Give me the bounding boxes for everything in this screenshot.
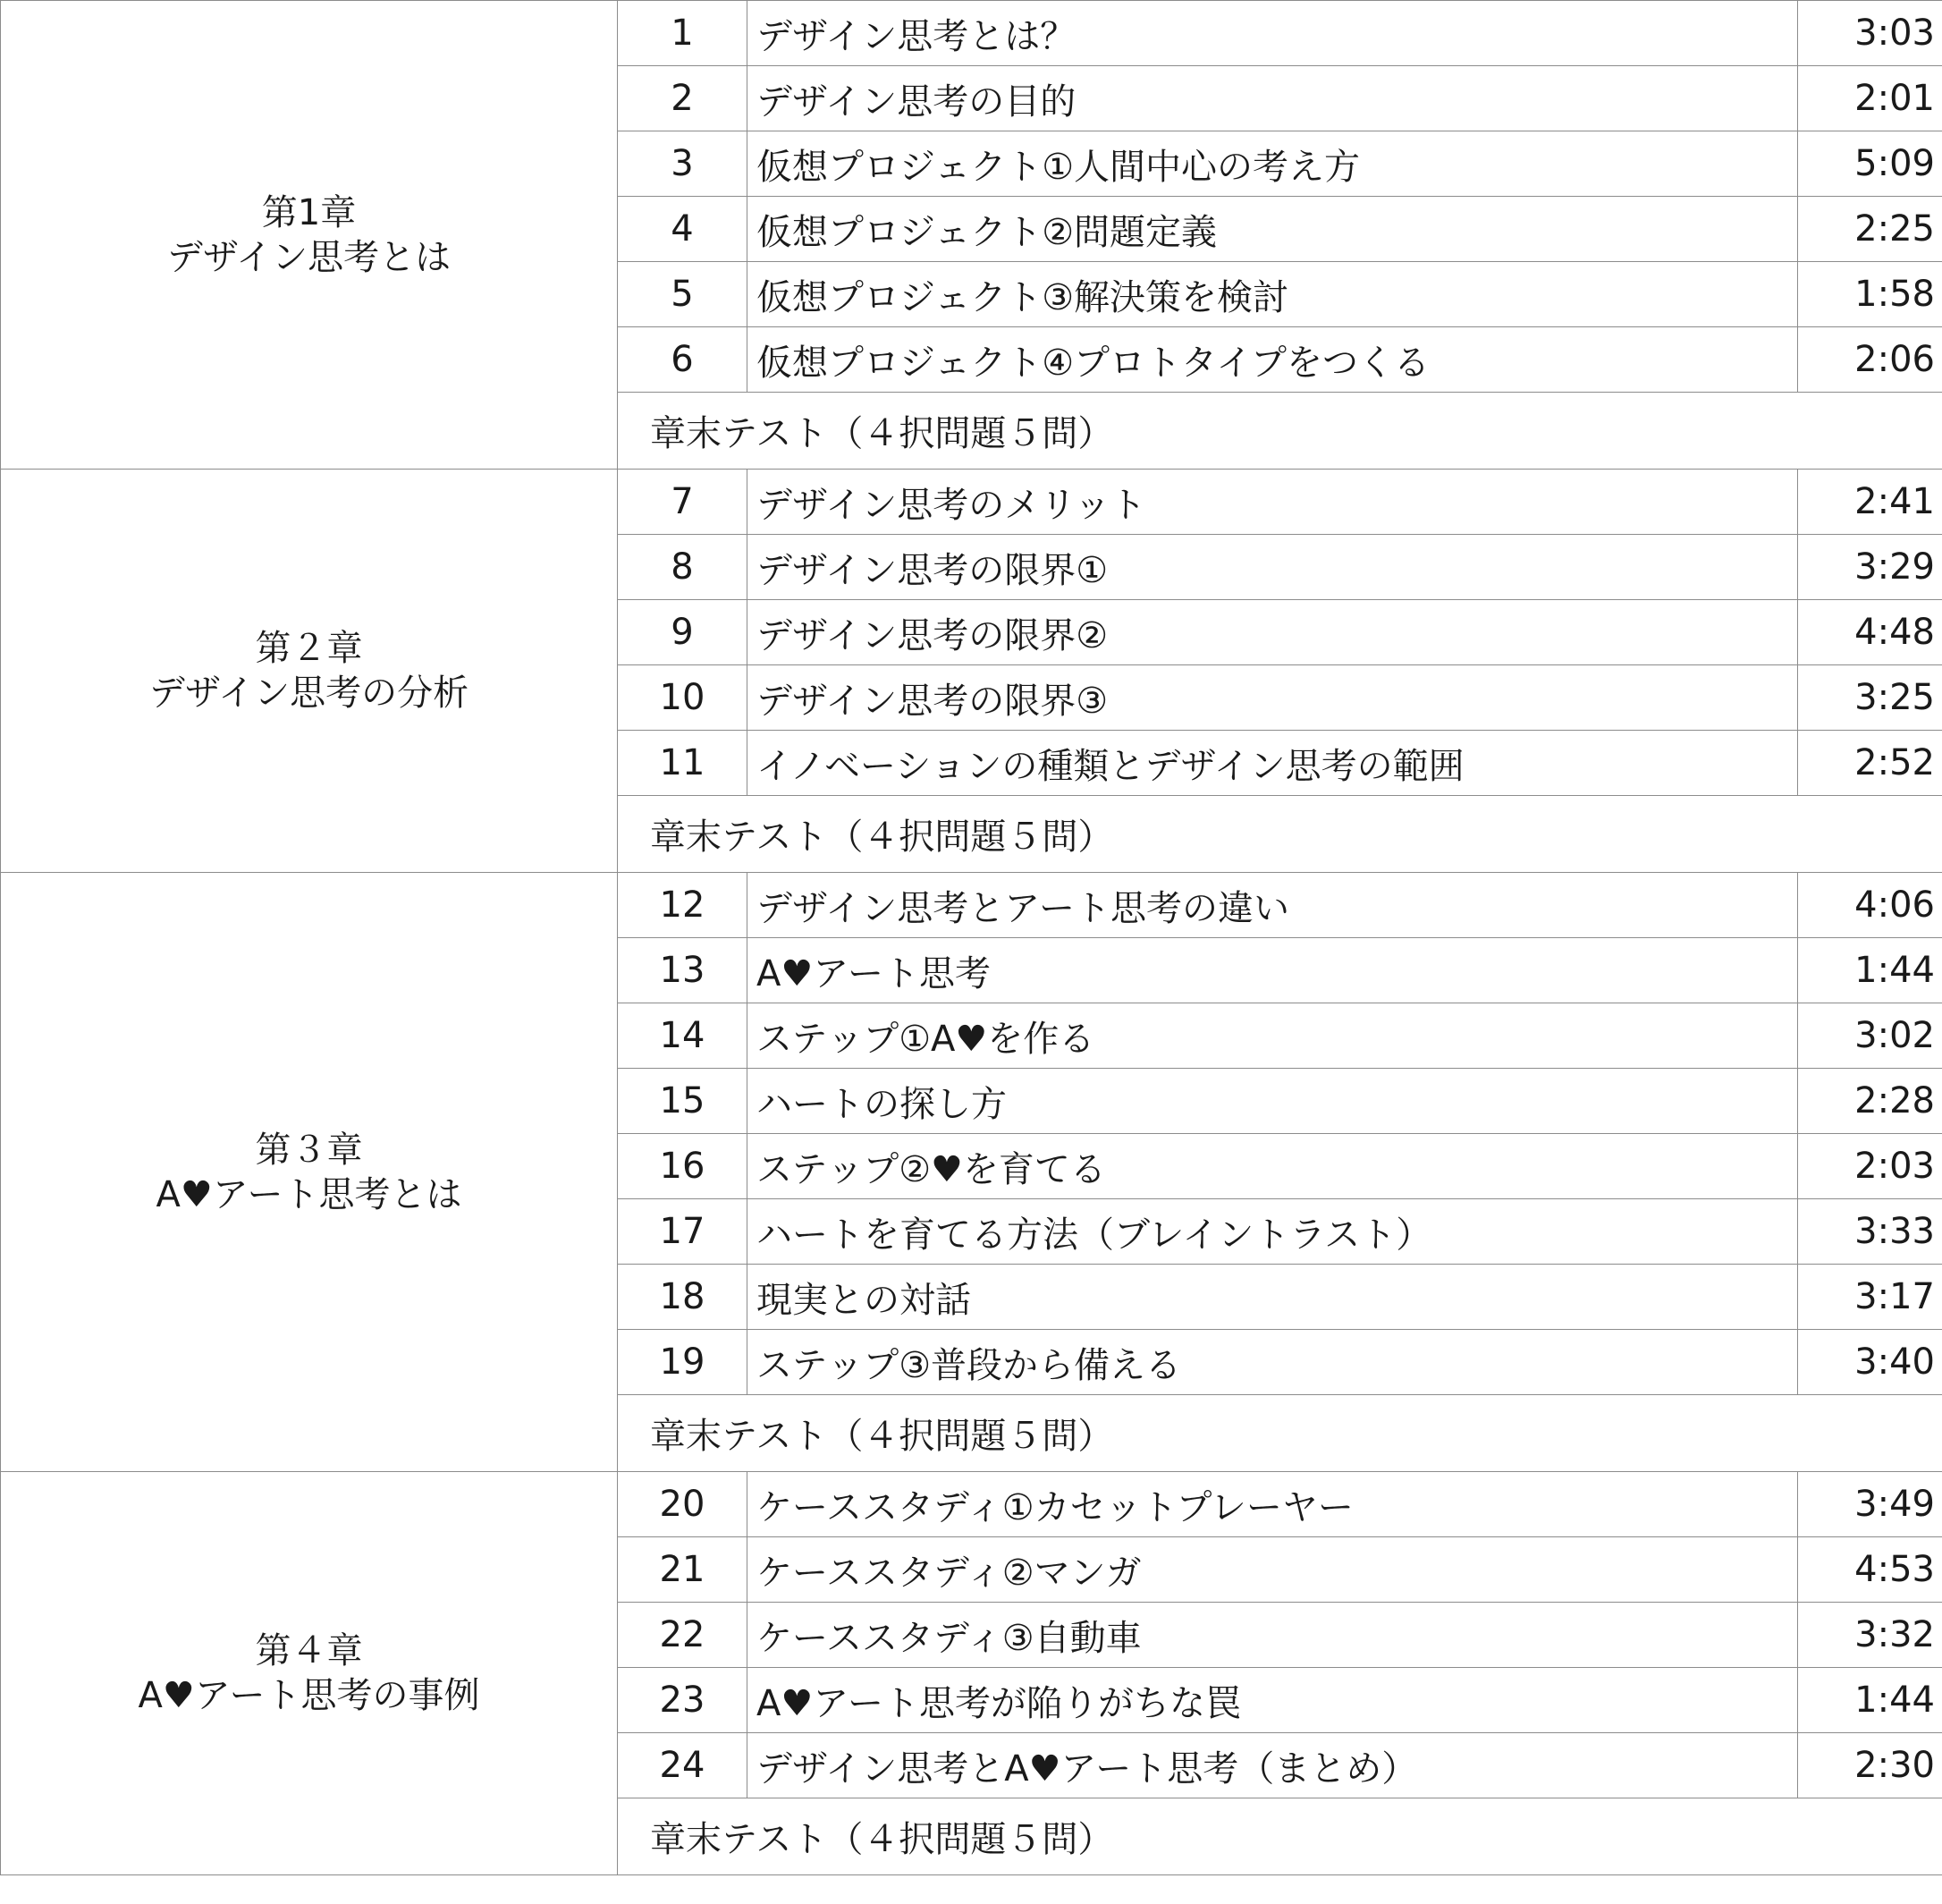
chapter-title: A♥アート思考の事例 xyxy=(138,1675,480,1716)
lesson-duration: 2:25 xyxy=(1798,197,1942,262)
chapter-test-label: 章末テスト（４択問題５問） xyxy=(618,393,1942,470)
lesson-title: 仮想プロジェクト①人間中心の考え方 xyxy=(747,131,1798,197)
chapter-cell xyxy=(1,1,618,470)
lesson-number: 18 xyxy=(618,1265,747,1330)
lesson-duration: 2:30 xyxy=(1798,1733,1942,1798)
lesson-title: ステップ③普段から備える xyxy=(747,1330,1798,1395)
lesson-title: ケーススタディ②マンガ xyxy=(747,1537,1798,1603)
lesson-number: 19 xyxy=(618,1330,747,1395)
chapter-title: A♥アート思考とは xyxy=(156,1173,462,1215)
lesson-title: デザイン思考の限界② xyxy=(747,600,1798,665)
lesson-number: 22 xyxy=(618,1603,747,1668)
lesson-duration: 3:49 xyxy=(1798,1472,1942,1537)
lesson-title: デザイン思考とアート思考の違い xyxy=(747,873,1798,938)
lesson-number: 23 xyxy=(618,1668,747,1733)
lesson-duration: 1:58 xyxy=(1798,262,1942,327)
lesson-duration: 2:06 xyxy=(1798,327,1942,393)
lesson-title: 仮想プロジェクト③解決策を検討 xyxy=(747,262,1798,327)
lesson-title: 仮想プロジェクト④プロトタイプをつくる xyxy=(747,327,1798,393)
lesson-title: 現実との対話 xyxy=(747,1265,1798,1330)
chapter-test-label: 章末テスト（４択問題５問） xyxy=(618,796,1942,873)
lesson-number: 20 xyxy=(618,1472,747,1537)
chapter-number: 第４章 xyxy=(255,1630,363,1671)
lesson-title: イノベーションの種類とデザイン思考の範囲 xyxy=(747,731,1798,796)
lesson-duration: 4:53 xyxy=(1798,1537,1942,1603)
chapter-cell xyxy=(1,873,618,1472)
chapter-title: デザイン思考の分析 xyxy=(148,673,469,714)
chapter-title: デザイン思考とは xyxy=(166,236,452,278)
lesson-number: 6 xyxy=(618,327,747,393)
lesson-duration: 2:28 xyxy=(1798,1069,1942,1134)
lesson-duration: 3:25 xyxy=(1798,665,1942,731)
lesson-title: ハートを育てる方法（ブレイントラスト） xyxy=(747,1199,1798,1265)
lesson-duration: 2:52 xyxy=(1798,731,1942,796)
lesson-title: A♥アート思考 xyxy=(747,938,1798,1003)
lesson-number: 17 xyxy=(618,1199,747,1265)
lesson-duration: 1:44 xyxy=(1798,1668,1942,1733)
lesson-title: デザイン思考とA♥アート思考（まとめ） xyxy=(747,1733,1798,1798)
lesson-duration: 3:17 xyxy=(1798,1265,1942,1330)
lesson-row xyxy=(1,1472,1942,1537)
chapter-test-label: 章末テスト（４択問題５問） xyxy=(618,1395,1942,1472)
chapter-test-label: 章末テスト（４択問題５問） xyxy=(618,1798,1942,1875)
lesson-number: 14 xyxy=(618,1003,747,1069)
lesson-duration: 3:02 xyxy=(1798,1003,1942,1069)
lesson-title: ハートの探し方 xyxy=(747,1069,1798,1134)
lesson-number: 12 xyxy=(618,873,747,938)
lesson-title: デザイン思考の目的 xyxy=(747,66,1798,131)
chapter-number: 第1章 xyxy=(261,191,357,233)
lesson-title: デザイン思考とは？ xyxy=(747,1,1798,66)
lesson-number: 2 xyxy=(618,66,747,131)
lesson-title: デザイン思考の限界③ xyxy=(747,665,1798,731)
lesson-duration: 2:01 xyxy=(1798,66,1942,131)
lesson-number: 3 xyxy=(618,131,747,197)
lesson-duration: 4:06 xyxy=(1798,873,1942,938)
lesson-number: 21 xyxy=(618,1537,747,1603)
lesson-number: 24 xyxy=(618,1733,747,1798)
lesson-number: 15 xyxy=(618,1069,747,1134)
lesson-title: デザイン思考の限界① xyxy=(747,535,1798,600)
lesson-number: 8 xyxy=(618,535,747,600)
lesson-number: 16 xyxy=(618,1134,747,1199)
lesson-number: 5 xyxy=(618,262,747,327)
lesson-row xyxy=(1,1,1942,66)
chapter-cell xyxy=(1,1472,618,1875)
lesson-number: 1 xyxy=(618,1,747,66)
lesson-number: 11 xyxy=(618,731,747,796)
chapter-cell xyxy=(1,470,618,873)
lesson-duration: 2:41 xyxy=(1798,470,1942,535)
lesson-duration: 5:09 xyxy=(1798,131,1942,197)
lesson-duration: 3:29 xyxy=(1798,535,1942,600)
lesson-title: デザイン思考のメリット xyxy=(747,470,1798,535)
lesson-title: ケーススタディ①カセットプレーヤー xyxy=(747,1472,1798,1537)
lesson-duration: 3:03 xyxy=(1798,1,1942,66)
lesson-duration: 3:32 xyxy=(1798,1603,1942,1668)
lesson-title: ケーススタディ③自動車 xyxy=(747,1603,1798,1668)
lesson-title: 仮想プロジェクト②問題定義 xyxy=(747,197,1798,262)
lesson-number: 7 xyxy=(618,470,747,535)
lesson-number: 10 xyxy=(618,665,747,731)
chapter-number: 第２章 xyxy=(255,628,363,669)
lesson-title: A♥アート思考が陥りがちな罠 xyxy=(747,1668,1798,1733)
lesson-duration: 3:40 xyxy=(1798,1330,1942,1395)
syllabus-body xyxy=(1,1,1942,1875)
lesson-title: ステップ①A♥を作る xyxy=(747,1003,1798,1069)
lesson-duration: 1:44 xyxy=(1798,938,1942,1003)
chapter-number: 第３章 xyxy=(255,1129,363,1171)
lesson-row xyxy=(1,873,1942,938)
lesson-duration: 4:48 xyxy=(1798,600,1942,665)
lesson-number: 4 xyxy=(618,197,747,262)
lesson-duration: 2:03 xyxy=(1798,1134,1942,1199)
lesson-title: ステップ②♥を育てる xyxy=(747,1134,1798,1199)
lesson-duration: 3:33 xyxy=(1798,1199,1942,1265)
lesson-number: 9 xyxy=(618,600,747,665)
lesson-row xyxy=(1,470,1942,535)
lesson-number: 13 xyxy=(618,938,747,1003)
